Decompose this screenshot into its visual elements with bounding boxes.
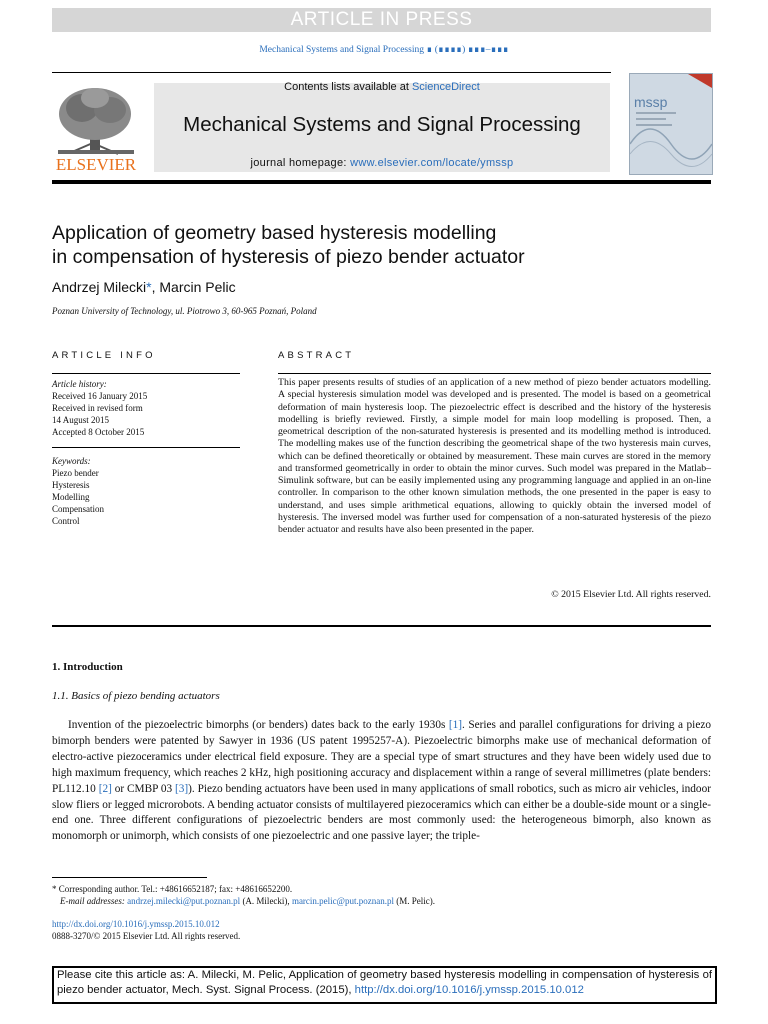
history-item: 14 August 2015 bbox=[52, 415, 110, 425]
abstract-rule bbox=[278, 373, 711, 374]
author-1[interactable]: Andrzej Milecki bbox=[52, 279, 147, 295]
sciencedirect-link[interactable]: ScienceDirect bbox=[411, 81, 480, 93]
journal-homepage-link[interactable]: www.elsevier.com/locate/ymssp bbox=[350, 157, 514, 169]
author-separator: , bbox=[151, 279, 160, 295]
history-label: Article history: bbox=[52, 379, 107, 389]
body-text-4: ). Piezo bending actuators have been used in many applications of small robotics, such as micro air vehicles, indoor slow fliers or legged microrobots. A bending actuator consists of multilayered piezoceramics which can either be a double-side mount or a single-end one. Three different configurations of piezoelectric benders are most commonly used: the heterogeneous bimorph, also known as monomorph or unimorph, which consists of one piezoelectric and one passive layer; the triple- bbox=[52, 782, 711, 843]
keyword-item: Piezo bender bbox=[52, 468, 99, 478]
cover-art-icon bbox=[630, 74, 712, 174]
section-heading: 1. Introduction bbox=[52, 661, 123, 673]
footnote-rule bbox=[52, 877, 207, 878]
keywords bbox=[52, 455, 240, 527]
subsection-heading: 1.1. Basics of piezo bending actuators bbox=[52, 690, 220, 702]
keywords-label: Keywords: bbox=[52, 456, 91, 466]
footnotes bbox=[52, 883, 712, 907]
keyword-item: Hysteresis bbox=[52, 480, 90, 490]
reference-link-2[interactable]: [2] bbox=[98, 782, 112, 795]
abstract-copyright: © 2015 Elsevier Ltd. All rights reserved. bbox=[551, 589, 711, 600]
keyword-item: Compensation bbox=[52, 504, 104, 514]
author-list bbox=[52, 279, 236, 295]
masthead-bottom-rule bbox=[52, 180, 711, 184]
article-info-divider bbox=[52, 447, 240, 448]
body-text-2: . Series and parallel configurations for driving a piezo bimorph benders were patented by Sawyer in 1936 (US patent 1995257-A). Piezoelectric bimorphs make use of mechanical deformation of electro-active piezoceramics under electrical field exposure. They are a special type of smart structures and they have been widely used due to high maximum frequency, which reaches 2 kHz, high positioning accuracy and displacement within a range of several millimetres (plate benders: PL112.10 bbox=[52, 719, 711, 795]
body-text-3: or CMBP 03 bbox=[111, 782, 175, 795]
author-2[interactable]: Marcin Pelic bbox=[159, 279, 236, 295]
body-paragraph bbox=[52, 718, 711, 845]
abstract-heading: ABSTRACT bbox=[278, 350, 355, 361]
article-title bbox=[52, 222, 672, 269]
contents-line bbox=[154, 81, 610, 93]
cite-text: Please cite this article as: A. Milecki, M. Pelic, Application of geometry based hysteresis modelling in compensation of hysteresis of piezo bender actuator, Mech. Syst. Signal Process. (2015), bbox=[57, 969, 712, 996]
title-line-2: in compensation of hysteresis of piezo bender actuator bbox=[52, 245, 525, 268]
masthead-top-rule bbox=[52, 72, 611, 73]
email-note-1: (A. Milecki), bbox=[240, 896, 292, 906]
article-history bbox=[52, 378, 240, 438]
email-label: E-mail addresses: bbox=[60, 896, 128, 906]
reference-link-1[interactable]: [1] bbox=[448, 719, 463, 731]
email-link-1[interactable]: andrzej.milecki@put.poznan.pl bbox=[127, 896, 241, 906]
article-info-rule bbox=[52, 373, 240, 374]
cite-this-article-box bbox=[52, 966, 717, 1004]
cite-doi-link[interactable]: http://dx.doi.org/10.1016/j.ymssp.2015.10.012 bbox=[354, 984, 584, 996]
journal-citation-line[interactable]: Mechanical Systems and Signal Processing ∎ (∎∎∎∎) ∎∎∎–∎∎∎ bbox=[259, 45, 509, 55]
keyword-item: Control bbox=[52, 516, 80, 526]
doi-link[interactable]: http://dx.doi.org/10.1016/j.ymssp.2015.10.012 bbox=[52, 919, 220, 929]
elsevier-wordmark: ELSEVIER bbox=[55, 155, 137, 174]
front-matter-rule bbox=[52, 625, 711, 627]
issn-line: 0888-3270/© 2015 Elsevier Ltd. All rights reserved. bbox=[52, 931, 241, 941]
abstract-text: This paper presents results of studies of an application of a new method of piezo bender actuators modelling. A special hysteresis simulation model was developed and is presented. The model is based on a geometrical deformation of main hysteresis loop. The piezoelectric effect is described and the history of the hysteresis modelling is briefly reviewed. Firstly, a simple model for main loop modelling is proposed. Then, a geometrical description of the non-saturated hysteresis is presented and its modelling method is introduced. The modelling makes use of the function describing the geometrical shape of the two hysteresis main curves, which can be defined theoretically or obtained by measurement. These main curves are stored in the memory and transformed geometrically in order to obtain the minor curves. Such model was prepared in the Matlab–Simulink software, but can be easily implemented using any programming language and applied in an on-line controller. In comparison to the other known simulation methods, the one presented in the paper is easy to understand, and uses simple arithmetical equations, allowing to quickly obtain the inversed model of hysteresis. The inversed model was further used for compensation of a non-saturated hysteresis of the piezo bender actuator and results have also been presented in the paper. bbox=[278, 377, 711, 535]
article-in-press-banner: ARTICLE IN PRESS bbox=[52, 8, 711, 32]
affiliation: Poznan University of Technology, ul. Piotrowo 3, 60-965 Poznań, Poland bbox=[52, 306, 317, 316]
cover-title: mssp bbox=[634, 94, 668, 110]
email-note-2: (M. Pelic). bbox=[393, 896, 435, 906]
history-item: Received in revised form bbox=[52, 403, 143, 413]
corresponding-author-note: * Corresponding author. Tel.: +48616652187; fax: +48616652200. bbox=[52, 884, 293, 894]
body-text-1: Invention of the piezoelectric bimorphs (or benders) dates back to the early 1930s bbox=[68, 719, 449, 731]
keyword-item: Modelling bbox=[52, 492, 90, 502]
journal-homepage-line bbox=[154, 157, 610, 169]
history-item: Accepted 8 October 2015 bbox=[52, 427, 145, 437]
article-info-heading: ARTICLE INFO bbox=[52, 350, 156, 361]
history-item: Received 16 January 2015 bbox=[52, 391, 148, 401]
homepage-prefix: journal homepage: bbox=[250, 157, 351, 169]
email-link-2[interactable]: marcin.pelic@put.poznan.pl bbox=[291, 896, 394, 906]
title-line-1: Application of geometry based hysteresis modelling bbox=[52, 222, 497, 244]
journal-cover-thumbnail bbox=[629, 73, 713, 175]
journal-title: Mechanical Systems and Signal Processing bbox=[183, 113, 581, 136]
elsevier-logo bbox=[52, 82, 140, 174]
corresponding-author-mark[interactable]: * bbox=[146, 279, 152, 295]
contents-prefix: Contents lists available at bbox=[284, 81, 412, 93]
reference-link-3[interactable]: [3] bbox=[174, 782, 189, 795]
